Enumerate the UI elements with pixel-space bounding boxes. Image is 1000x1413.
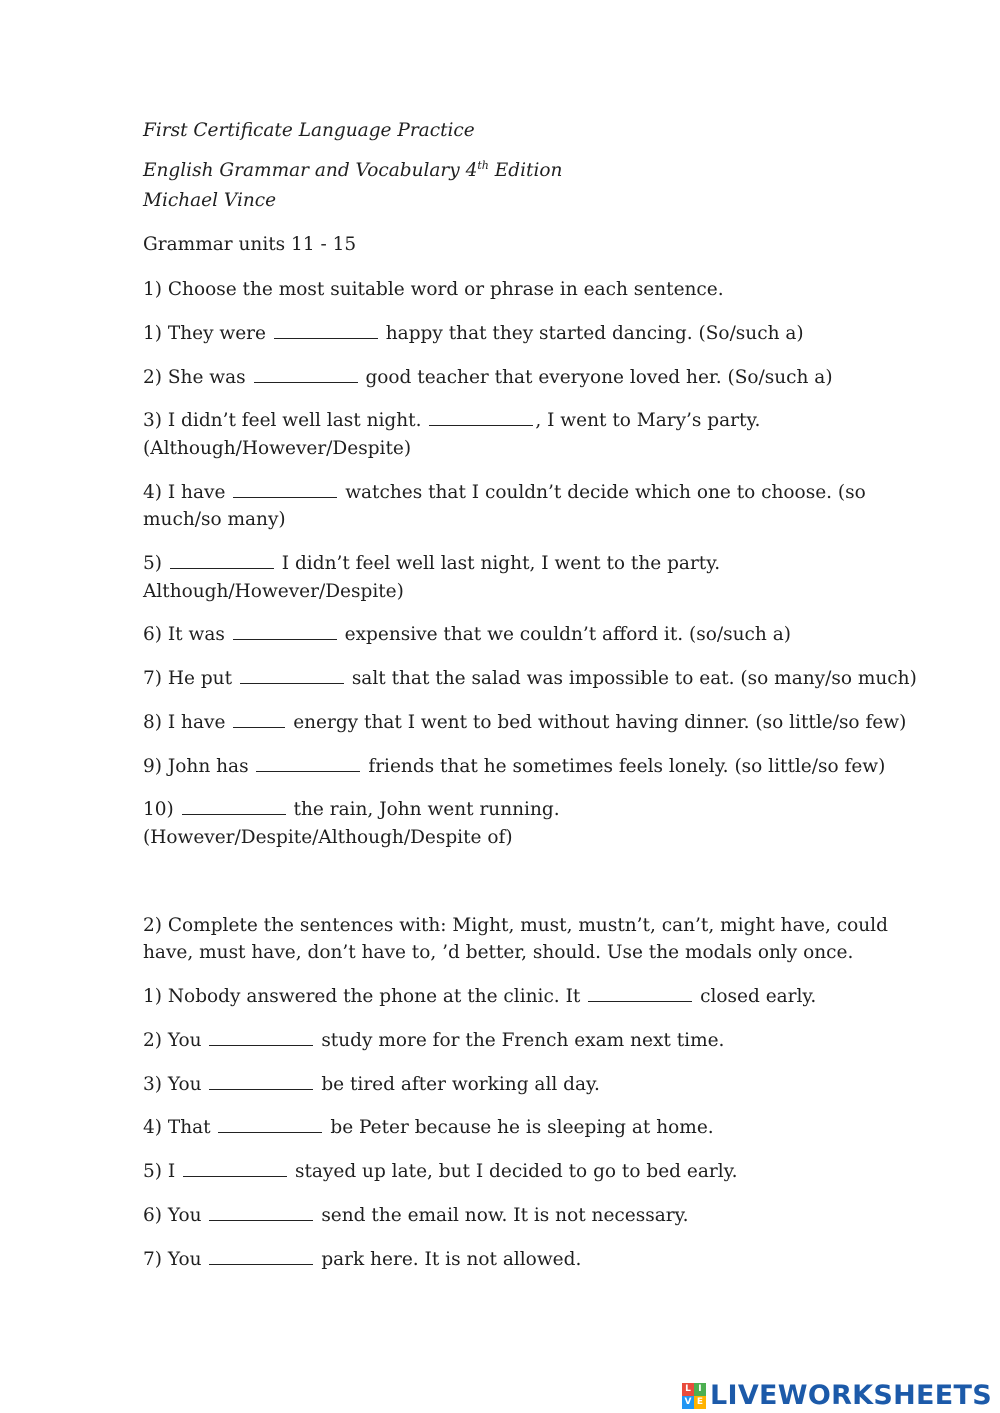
item-text: closed early. xyxy=(700,986,817,1007)
item-text: salt that the salad was impossible to eat. (so many/so much) xyxy=(351,668,917,689)
item-text: expensive that we couldn’t afford it. (so/such a) xyxy=(344,624,791,645)
item-text: 2) She was xyxy=(143,367,246,388)
answer-blank[interactable] xyxy=(233,625,337,640)
grammar-units: Grammar units 11 - 15 xyxy=(143,234,357,255)
ex1-item-7 xyxy=(143,665,917,692)
ex1-item-1 xyxy=(143,320,804,347)
item-text: happy that they started dancing. (So/such a) xyxy=(385,323,804,344)
answer-blank[interactable] xyxy=(240,669,344,684)
ex2-item-6 xyxy=(143,1202,688,1229)
item-text: 6) It was xyxy=(143,624,225,645)
ex2-item-3 xyxy=(143,1071,600,1098)
answer-blank[interactable] xyxy=(182,800,286,815)
ex1-item-5-options: Although/However/Despite) xyxy=(143,581,404,602)
answer-blank[interactable] xyxy=(233,483,337,498)
ex1-item-8 xyxy=(143,709,906,736)
ex1-item-3 xyxy=(143,407,760,434)
answer-blank[interactable] xyxy=(209,1075,313,1090)
ex1-item-10-options: (However/Despite/Although/Despite of) xyxy=(143,827,513,848)
ex2-item-5 xyxy=(143,1158,738,1185)
answer-blank[interactable] xyxy=(256,757,360,772)
item-text: I didn’t feel well last night, I went to the party. xyxy=(281,553,721,574)
ex2-item-2 xyxy=(143,1027,724,1054)
item-text: 3) I didn’t feel well last night. xyxy=(143,410,422,431)
logo-letter: L xyxy=(682,1383,694,1396)
item-text: 7) He put xyxy=(143,668,233,689)
ex1-item-2 xyxy=(143,364,833,391)
ex1-item-6 xyxy=(143,621,791,648)
answer-blank[interactable] xyxy=(233,713,285,728)
liveworksheets-logo-icon xyxy=(682,1383,706,1409)
item-text: 3) You xyxy=(143,1074,202,1095)
book-title: First Certificate Language Practice xyxy=(143,120,475,141)
item-text: 10) xyxy=(143,799,174,820)
answer-blank[interactable] xyxy=(209,1031,313,1046)
ex1-item-5 xyxy=(143,550,720,577)
item-text: 2) You xyxy=(143,1030,202,1051)
item-text: park here. It is not allowed. xyxy=(321,1249,582,1270)
ex1-item-3-options: (Although/However/Despite) xyxy=(143,438,412,459)
exercise2-instruction-line2: have, must have, don’t have to, ’d better, should. Use the modals only once. xyxy=(143,942,854,963)
item-text: study more for the French exam next time. xyxy=(321,1030,725,1051)
item-text: 4) That xyxy=(143,1117,211,1138)
item-text: be tired after working all day. xyxy=(321,1074,600,1095)
subtitle-main: English Grammar and Vocabulary 4 xyxy=(143,160,478,182)
logo-letter: I xyxy=(694,1383,706,1396)
item-text: 5) xyxy=(143,553,162,574)
book-subtitle xyxy=(143,152,562,184)
item-text: watches that I couldn’t decide which one to choose. (so xyxy=(345,482,866,503)
ex1-item-4-options: much/so many) xyxy=(143,509,286,530)
logo-letter: E xyxy=(694,1396,706,1409)
item-text: be Peter because he is sleeping at home. xyxy=(330,1117,714,1138)
ex2-item-7 xyxy=(143,1246,581,1273)
answer-blank[interactable] xyxy=(170,554,274,569)
item-text: 6) You xyxy=(143,1205,202,1226)
item-text: 9) John has xyxy=(143,756,249,777)
item-text: 7) You xyxy=(143,1249,202,1270)
answer-blank[interactable] xyxy=(218,1118,322,1133)
ex2-item-4 xyxy=(143,1114,714,1141)
answer-blank[interactable] xyxy=(274,324,378,339)
ex1-item-9 xyxy=(143,753,885,780)
answer-blank[interactable] xyxy=(254,368,358,383)
item-text: 1) They were xyxy=(143,323,266,344)
item-text: energy that I went to bed without having dinner. (so little/so few) xyxy=(293,712,907,733)
subtitle-end: Edition xyxy=(488,160,563,182)
item-text: the rain, John went running. xyxy=(293,799,560,820)
answer-blank[interactable] xyxy=(588,987,692,1002)
ex2-item-1 xyxy=(143,983,816,1010)
author: Michael Vince xyxy=(143,190,277,211)
item-text: 5) I xyxy=(143,1161,176,1182)
item-text: , I went to Mary’s party. xyxy=(535,410,761,431)
item-text: 1) Nobody answered the phone at the clinic. It xyxy=(143,986,581,1007)
brand-name: LIVEWORKSHEETS xyxy=(709,1380,992,1411)
subtitle-sup: th xyxy=(477,159,489,172)
item-text: good teacher that everyone loved her. (So/such a) xyxy=(365,367,833,388)
answer-blank[interactable] xyxy=(209,1206,313,1221)
item-text: send the email now. It is not necessary. xyxy=(321,1205,689,1226)
item-text: 4) I have xyxy=(143,482,226,503)
item-text: stayed up late, but I decided to go to bed early. xyxy=(294,1161,738,1182)
liveworksheets-footer xyxy=(682,1380,992,1411)
item-text: friends that he sometimes feels lonely. (so little/so few) xyxy=(368,756,886,777)
answer-blank[interactable] xyxy=(209,1250,313,1265)
answer-blank[interactable] xyxy=(183,1162,287,1177)
exercise1-instruction: 1) Choose the most suitable word or phrase in each sentence. xyxy=(143,279,724,300)
exercise2-instruction-line1: 2) Complete the sentences with: Might, must, mustn’t, can’t, might have, could xyxy=(143,915,888,936)
logo-letter: V xyxy=(682,1396,694,1409)
ex1-item-10 xyxy=(143,796,560,823)
ex1-item-4 xyxy=(143,479,866,506)
item-text: 8) I have xyxy=(143,712,226,733)
answer-blank[interactable] xyxy=(429,411,533,426)
